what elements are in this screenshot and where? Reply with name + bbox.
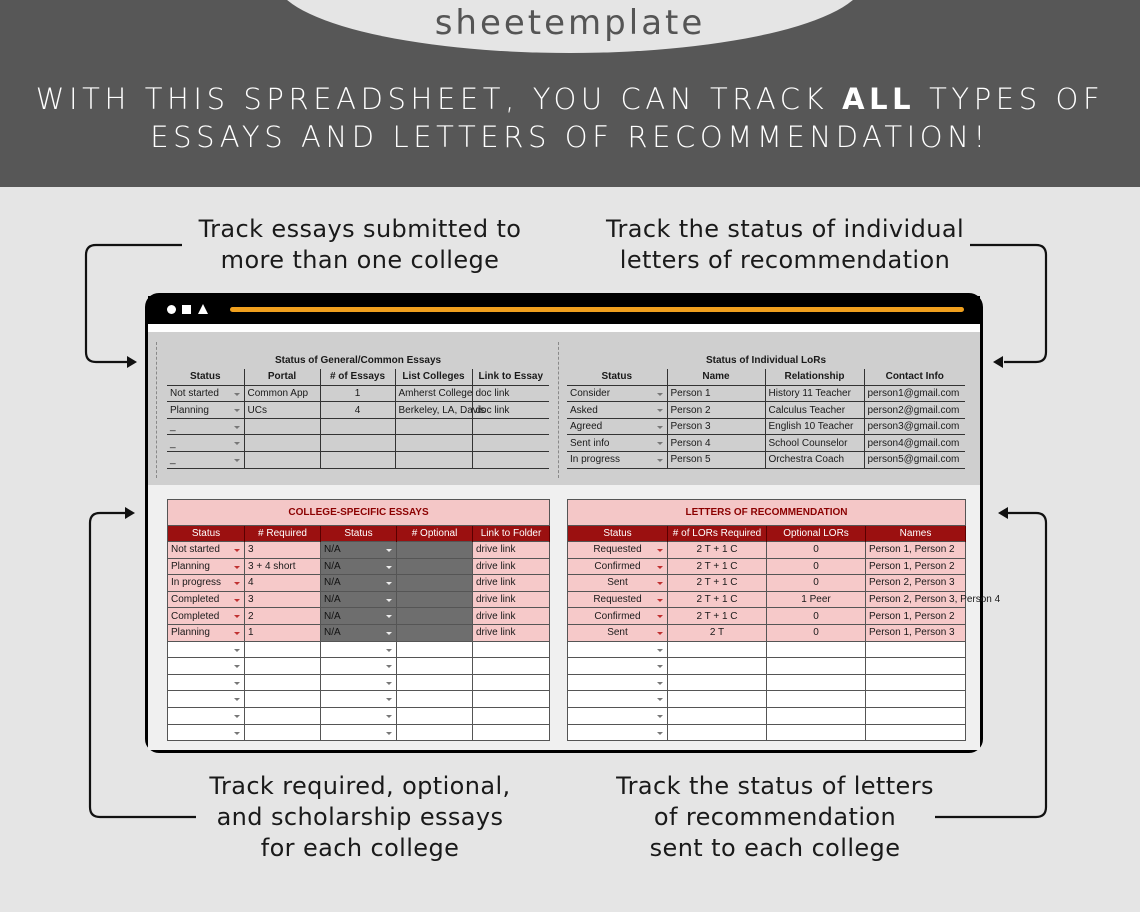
optional-status-dropdown[interactable]: N/A — [321, 542, 397, 559]
optional-cell[interactable] — [397, 624, 473, 641]
individual-lors-title: Status of Individual LoRs — [706, 354, 827, 366]
table-row — [568, 658, 966, 675]
required-cell[interactable] — [245, 724, 321, 741]
address-bar — [230, 307, 964, 312]
caption-line: letters of recommendation — [619, 246, 951, 274]
caption-line: Track essays submitted to — [198, 215, 522, 243]
optional-lors-cell[interactable] — [767, 658, 866, 675]
name-cell[interactable]: Person 3 — [667, 418, 765, 435]
status-dropdown[interactable]: Completed — [168, 608, 245, 625]
col-header-list-colleges: List Colleges — [395, 369, 472, 386]
name-cell[interactable]: Person 5 — [667, 452, 765, 469]
names-cell[interactable]: Person 1, Person 2 — [866, 542, 966, 559]
individual-lors-table — [567, 352, 965, 469]
optional-cell[interactable] — [397, 707, 473, 724]
names-cell[interactable]: Person 2, Person 3, Person 4 — [866, 591, 966, 608]
num-essays-cell[interactable] — [320, 435, 395, 452]
optional-lors-cell[interactable]: 0 — [767, 542, 866, 559]
required-cell[interactable] — [245, 641, 321, 658]
square-icon — [182, 305, 191, 314]
name-cell[interactable]: Person 4 — [667, 435, 765, 452]
status-dropdown[interactable]: Planning — [167, 402, 244, 419]
col-header-status: Status — [568, 526, 668, 542]
contact-cell[interactable]: person4@gmail.com — [864, 435, 965, 452]
required-cell[interactable]: 3 — [245, 542, 321, 559]
contact-cell[interactable]: person1@gmail.com — [864, 385, 965, 402]
table-row — [167, 435, 549, 452]
table-row — [568, 624, 966, 641]
college-specific-title: COLLEGE-SPECIFIC ESSAYS — [168, 500, 550, 526]
lors-required-cell[interactable] — [668, 641, 767, 658]
table-row — [168, 624, 550, 641]
table-row — [168, 724, 550, 741]
status-dropdown[interactable] — [568, 658, 668, 675]
required-cell[interactable] — [245, 707, 321, 724]
col-header-contact: Contact Info — [864, 369, 965, 386]
headline-after: TYPES OF ESSAYS AND LETTERS OF RECOMMENDATION! — [150, 82, 1105, 154]
optional-status-dropdown[interactable]: N/A — [321, 558, 397, 575]
caption-line: more than one college — [220, 246, 500, 274]
optional-lors-cell[interactable]: 0 — [767, 558, 866, 575]
folder-link-cell[interactable] — [473, 707, 550, 724]
status-dropdown[interactable]: Planning — [168, 558, 245, 575]
headline-bold: ALL — [842, 82, 916, 116]
portal-cell[interactable] — [244, 418, 320, 435]
lors-required-cell[interactable] — [668, 658, 767, 675]
status-dropdown[interactable]: _ — [167, 452, 244, 469]
folder-link-cell[interactable]: drive link — [473, 542, 550, 559]
folder-link-cell[interactable]: drive link — [473, 558, 550, 575]
col-header-status: Status — [167, 369, 244, 386]
relationship-cell[interactable]: Orchestra Coach — [765, 452, 864, 469]
names-cell[interactable] — [866, 691, 966, 708]
optional-cell[interactable] — [397, 591, 473, 608]
spreadsheet-window — [145, 293, 1001, 753]
status-dropdown[interactable] — [568, 674, 668, 691]
optional-cell[interactable] — [397, 641, 473, 658]
folder-link-cell[interactable] — [473, 658, 550, 675]
names-cell[interactable] — [866, 724, 966, 741]
arrowhead-bottom-left — [125, 507, 135, 519]
caption-line: Track required, optional, — [209, 772, 511, 800]
table-row — [168, 707, 550, 724]
names-cell[interactable] — [866, 707, 966, 724]
triangle-icon — [198, 304, 208, 314]
optional-lors-cell[interactable] — [767, 724, 866, 741]
required-cell[interactable] — [245, 658, 321, 675]
col-header-optional: # Optional — [397, 526, 473, 542]
folder-link-cell[interactable]: drive link — [473, 608, 550, 625]
essay-link-cell[interactable] — [472, 418, 549, 435]
optional-cell[interactable] — [397, 658, 473, 675]
status-dropdown[interactable] — [568, 724, 668, 741]
caption-line: for each college — [260, 834, 460, 862]
status-dropdown[interactable]: In progress — [567, 452, 667, 469]
status-dropdown[interactable] — [168, 691, 245, 708]
lors-by-college-title: LETTERS OF RECOMMENDATION — [568, 500, 966, 526]
name-cell[interactable]: Person 1 — [667, 385, 765, 402]
status-dropdown[interactable] — [568, 707, 668, 724]
col-header-status: Status — [567, 369, 667, 386]
lors-required-cell[interactable] — [668, 674, 767, 691]
col-header-folder-link: Link to Folder — [473, 526, 550, 542]
colleges-cell[interactable] — [395, 435, 472, 452]
optional-lors-cell[interactable] — [767, 674, 866, 691]
folder-link-cell[interactable] — [473, 724, 550, 741]
relationship-cell[interactable]: Calculus Teacher — [765, 402, 864, 419]
col-header-optional-lors: Optional LORs — [767, 526, 866, 542]
col-header-name: Name — [667, 369, 765, 386]
essay-link-cell[interactable]: doc link — [472, 402, 549, 419]
optional-cell[interactable] — [397, 724, 473, 741]
table-row — [568, 641, 966, 658]
status-dropdown[interactable] — [168, 724, 245, 741]
portal-cell[interactable] — [244, 452, 320, 469]
required-cell[interactable] — [245, 691, 321, 708]
general-essays-table — [167, 352, 549, 469]
required-cell[interactable]: 3 — [245, 591, 321, 608]
required-cell[interactable]: 3 + 4 short — [245, 558, 321, 575]
status-dropdown[interactable]: Consider — [567, 385, 667, 402]
lors-required-cell[interactable]: 2 T + 1 C — [668, 608, 767, 625]
status-dropdown[interactable]: In progress — [168, 575, 245, 592]
optional-status-dropdown[interactable] — [321, 641, 397, 658]
status-dropdown[interactable] — [568, 641, 668, 658]
relationship-cell[interactable]: History 11 Teacher — [765, 385, 864, 402]
status-dropdown[interactable]: _ — [167, 435, 244, 452]
status-dropdown[interactable]: Confirmed — [568, 608, 668, 625]
circle-icon — [167, 305, 176, 314]
optional-lors-cell[interactable] — [767, 691, 866, 708]
table-row — [567, 385, 965, 402]
optional-lors-cell[interactable] — [767, 641, 866, 658]
lors-by-college-table — [567, 499, 1001, 741]
college-specific-table — [167, 499, 550, 741]
lors-required-cell[interactable]: 2 T + 1 C — [668, 558, 767, 575]
status-dropdown[interactable]: Confirmed — [568, 558, 668, 575]
optional-status-dropdown[interactable]: N/A — [321, 608, 397, 625]
optional-status-dropdown[interactable] — [321, 724, 397, 741]
col-header-names: Names — [866, 526, 966, 542]
caption-line: sent to each college — [649, 834, 901, 862]
status-dropdown[interactable]: Agreed — [567, 418, 667, 435]
name-cell[interactable]: Person 2 — [667, 402, 765, 419]
optional-lors-cell[interactable]: 0 — [767, 575, 866, 592]
optional-lors-cell[interactable]: 1 Peer — [767, 591, 866, 608]
table-row — [167, 402, 549, 419]
optional-status-dropdown[interactable]: N/A — [321, 591, 397, 608]
optional-status-dropdown[interactable] — [321, 674, 397, 691]
table-row — [168, 691, 550, 708]
status-dropdown[interactable] — [168, 658, 245, 675]
status-dropdown[interactable]: Not started — [167, 385, 244, 402]
essay-link-cell[interactable] — [472, 452, 549, 469]
folder-link-cell[interactable] — [473, 641, 550, 658]
col-header-relationship: Relationship — [765, 369, 864, 386]
col-header-required: # Required — [245, 526, 321, 542]
colleges-cell[interactable] — [395, 418, 472, 435]
table-row — [168, 575, 550, 592]
essay-link-cell[interactable]: doc link — [472, 385, 549, 402]
table-row — [568, 724, 966, 741]
table-row — [168, 658, 550, 675]
folder-link-cell[interactable]: drive link — [473, 575, 550, 592]
col-header-portal: Portal — [244, 369, 320, 386]
table-row — [568, 558, 966, 575]
required-cell[interactable]: 2 — [245, 608, 321, 625]
required-cell[interactable]: 4 — [245, 575, 321, 592]
status-dropdown[interactable]: Requested — [568, 542, 668, 559]
caption-line: and scholarship essays — [216, 803, 504, 831]
contact-cell[interactable]: person5@gmail.com — [864, 452, 965, 469]
optional-cell[interactable] — [397, 674, 473, 691]
optional-status-dropdown[interactable] — [321, 658, 397, 675]
optional-status-dropdown[interactable] — [321, 707, 397, 724]
lors-required-cell[interactable] — [668, 707, 767, 724]
table-row — [568, 691, 966, 708]
names-cell[interactable] — [866, 674, 966, 691]
table-row — [568, 608, 966, 625]
col-header-link-essay: Link to Essay — [472, 369, 549, 386]
lors-required-cell[interactable]: 2 T + 1 C — [668, 542, 767, 559]
table-row — [168, 542, 550, 559]
left-divider — [156, 342, 157, 478]
portal-cell[interactable]: UCs — [244, 402, 320, 419]
relationship-cell[interactable]: School Counselor — [765, 435, 864, 452]
names-cell[interactable] — [866, 641, 966, 658]
optional-lors-cell[interactable]: 0 — [767, 608, 866, 625]
table-row — [167, 452, 549, 469]
optional-status-dropdown[interactable]: N/A — [321, 575, 397, 592]
num-essays-cell[interactable] — [320, 418, 395, 435]
status-dropdown[interactable] — [168, 674, 245, 691]
names-cell[interactable]: Person 1, Person 2 — [866, 608, 966, 625]
lors-required-cell[interactable]: 2 T — [668, 624, 767, 641]
general-essays-title: Status of General/Common Essays — [274, 354, 442, 366]
table-row — [568, 707, 966, 724]
names-cell[interactable] — [866, 658, 966, 675]
contact-cell[interactable]: person2@gmail.com — [864, 402, 965, 419]
optional-cell[interactable] — [397, 542, 473, 559]
names-cell[interactable]: Person 1, Person 3 — [866, 624, 966, 641]
table-row — [168, 608, 550, 625]
contact-cell[interactable]: person3@gmail.com — [864, 418, 965, 435]
status-dropdown[interactable]: Sent — [568, 624, 668, 641]
folder-link-cell[interactable]: drive link — [473, 591, 550, 608]
table-row — [567, 402, 965, 419]
lors-required-cell[interactable] — [668, 724, 767, 741]
lors-required-cell[interactable]: 2 T + 1 C — [668, 575, 767, 592]
arrowhead-top-right — [993, 356, 1003, 368]
arrowhead-top-left — [127, 356, 137, 368]
names-cell[interactable]: Person 2, Person 3 — [866, 575, 966, 592]
relationship-cell[interactable]: English 10 Teacher — [765, 418, 864, 435]
col-header-status-optional: Status — [321, 526, 397, 542]
required-cell[interactable] — [245, 674, 321, 691]
table-row — [568, 674, 966, 691]
names-cell[interactable]: Person 1, Person 2 — [866, 558, 966, 575]
lors-required-cell[interactable] — [668, 691, 767, 708]
optional-lors-cell[interactable]: 0 — [767, 624, 866, 641]
col-header-num-essays: # of Essays — [320, 369, 395, 386]
lors-required-cell[interactable]: 2 T + 1 C — [668, 591, 767, 608]
table-row — [167, 385, 549, 402]
status-dropdown[interactable]: Planning — [168, 624, 245, 641]
colleges-cell[interactable]: Berkeley, LA, Davis — [395, 402, 472, 419]
status-dropdown[interactable]: Requested — [568, 591, 668, 608]
status-dropdown[interactable]: Asked — [567, 402, 667, 419]
status-dropdown[interactable] — [168, 707, 245, 724]
status-dropdown[interactable]: Sent — [568, 575, 668, 592]
status-dropdown[interactable] — [568, 691, 668, 708]
table-row — [168, 558, 550, 575]
caption-line: of recommendation — [653, 803, 897, 831]
table-row — [168, 674, 550, 691]
folder-link-cell[interactable] — [473, 674, 550, 691]
table-row — [167, 418, 549, 435]
caption-line: Track the status of letters — [616, 772, 934, 800]
center-divider — [558, 342, 559, 478]
col-header-status: Status — [168, 526, 245, 542]
essay-link-cell[interactable] — [472, 435, 549, 452]
headline-before: WITH THIS SPREADSHEET, YOU CAN TRACK — [35, 82, 843, 116]
optional-cell[interactable] — [397, 558, 473, 575]
colleges-cell[interactable] — [395, 452, 472, 469]
optional-cell[interactable] — [397, 691, 473, 708]
col-header-lors-required: # of LORs Required — [668, 526, 767, 542]
table-row — [567, 418, 965, 435]
table-row — [568, 591, 966, 608]
table-row — [568, 542, 966, 559]
optional-cell[interactable] — [397, 575, 473, 592]
folder-link-cell[interactable] — [473, 691, 550, 708]
optional-status-dropdown[interactable]: N/A — [321, 624, 397, 641]
required-cell[interactable]: 1 — [245, 624, 321, 641]
num-essays-cell[interactable]: 1 — [320, 385, 395, 402]
optional-cell[interactable] — [397, 608, 473, 625]
status-dropdown[interactable] — [168, 641, 245, 658]
status-dropdown[interactable]: Sent info — [567, 435, 667, 452]
brand-name: sheetemplate — [434, 3, 706, 43]
window-titlebar — [148, 296, 980, 324]
portal-cell[interactable] — [244, 435, 320, 452]
table-row — [168, 641, 550, 658]
table-row — [568, 575, 966, 592]
optional-status-dropdown[interactable] — [321, 691, 397, 708]
folder-link-cell[interactable]: drive link — [473, 624, 550, 641]
arrowhead-bottom-right — [998, 507, 1008, 519]
portal-cell[interactable]: Common App — [244, 385, 320, 402]
colleges-cell[interactable]: Amherst College — [395, 385, 472, 402]
num-essays-cell[interactable]: 4 — [320, 402, 395, 419]
status-dropdown[interactable]: Not started — [168, 542, 245, 559]
table-row — [168, 591, 550, 608]
table-row — [567, 452, 965, 469]
num-essays-cell[interactable] — [320, 452, 395, 469]
status-dropdown[interactable]: _ — [167, 418, 244, 435]
optional-lors-cell[interactable] — [767, 707, 866, 724]
table-row — [567, 435, 965, 452]
caption-line: Track the status of individual — [605, 215, 965, 243]
status-dropdown[interactable]: Completed — [168, 591, 245, 608]
